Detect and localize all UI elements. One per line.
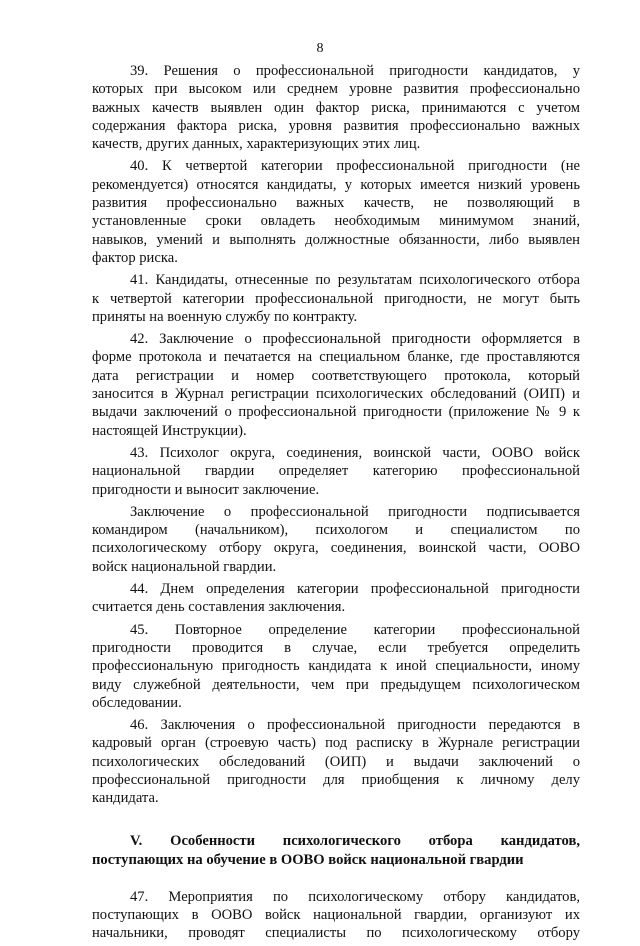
text-line: качеств, других данных, характеризующих этих лиц. xyxy=(92,136,421,153)
text-line: пригодности и выносит заключение. xyxy=(92,481,320,498)
paragraph-40 xyxy=(92,157,580,267)
text-line: заносится в Журнал регистрации психологических обследований (ОИП) и xyxy=(92,386,580,403)
text-line: форме протокола и печатается на специальном бланке, где проставляются xyxy=(92,349,580,366)
text-line: 42. Заключение о профессиональной пригодности оформляется в xyxy=(130,331,580,348)
text-line: начальники, проводят специалисты по психологическому отбору xyxy=(92,925,580,942)
text-line: профессиональную пригодность кандидата к иной специальности, иному xyxy=(92,658,580,675)
paragraph-46 xyxy=(92,716,580,807)
text-line: войск национальной гвардии. xyxy=(92,558,277,575)
text-line: психологических обследований (ОИП) и выдачи заключений о xyxy=(92,753,580,770)
text-line: 41. Кандидаты, отнесенные по результатам психологического отбора xyxy=(130,272,580,289)
text-line: 46. Заключения о профессиональной пригодности передаются в xyxy=(130,717,580,734)
text-line: навыков, умений и выполнять должностные обязанности, либо выявлен xyxy=(92,231,580,248)
text-line: выдачи заключений о профессиональной пригодности (приложение № 9 к xyxy=(92,404,580,421)
text-line: пригодности проводится в случае, если требуется определить xyxy=(92,639,580,656)
paragraph-44 xyxy=(92,580,580,617)
heading-line: V. Особенности психологического отбора кандидатов, xyxy=(130,832,580,849)
text-line: содержания фактора риска, уровня развития профессионально важных xyxy=(92,117,580,134)
text-line: национальной гвардии определяет категорию профессиональной xyxy=(92,463,580,480)
text-line: 45. Повторное определение категории профессиональной xyxy=(130,621,580,638)
text-line: важных качеств выявлен один фактор риска, принимаются с учетом xyxy=(92,99,580,116)
text-line: кандидата. xyxy=(92,790,159,807)
text-line: Заключение о профессиональной пригодности подписывается xyxy=(130,503,580,520)
text-line: 43. Психолог округа, соединения, воинской части, ООВО войск xyxy=(130,444,580,461)
text-line: установленные сроки овладеть необходимым минимумом знаний, xyxy=(92,213,580,230)
paragraph-41 xyxy=(92,271,580,326)
text-line: фактор риска. xyxy=(92,249,178,266)
section-heading xyxy=(92,832,580,870)
text-line: к четвертой категории профессиональной пригодности, не могут быть xyxy=(92,290,580,307)
document-body xyxy=(92,62,580,946)
text-line: поступающих в ООВО войск национальной гвардии, организуют их xyxy=(92,906,580,923)
text-line: психологическому отбору округа, соединения, воинской части, ООВО xyxy=(92,540,580,557)
heading-line: поступающих на обучение в ООВО войск национальной гвардии xyxy=(92,851,524,868)
text-line: которых при высоком или среднем уровне развития профессионально xyxy=(92,81,580,98)
text-line: обследовании. xyxy=(92,694,182,711)
paragraph-45 xyxy=(92,621,580,712)
paragraph-47 xyxy=(92,888,580,943)
text-line: 39. Решения о профессиональной пригодности кандидатов, у xyxy=(130,63,580,79)
text-line: 47. Мероприятия по психологическому отбору кандидатов, xyxy=(130,888,580,905)
text-line: рекомендуется) относятся кандидаты, у которых имеется низкий уровень xyxy=(92,176,580,193)
text-line: виду служебной деятельности, чем при предыдущем психологическом xyxy=(92,676,580,693)
text-line: развития профессионально важных качеств, не позволяющий в xyxy=(92,195,580,212)
paragraph-39 xyxy=(92,62,580,153)
text-line: 40. К четвертой категории профессиональной пригодности (не xyxy=(130,158,580,175)
page-number: 8 xyxy=(316,41,324,56)
text-line: командиром (начальником), психологом и специалистом по xyxy=(92,522,580,539)
text-line: считается день составления заключения. xyxy=(92,599,346,616)
paragraph-43-signature xyxy=(92,503,580,576)
text-line: 44. Днем определения категории профессиональной пригодности xyxy=(130,581,580,598)
paragraph-42 xyxy=(92,330,580,440)
paragraph-43 xyxy=(92,444,580,499)
text-line: профессиональной пригодности для приобщения к личному делу xyxy=(92,771,580,788)
text-line: дата регистрации и номер соответствующего протокола, который xyxy=(92,367,580,384)
text-line: кадровый орган (строевую часть) под расписку в Журнале регистрации xyxy=(92,735,580,752)
text-line: приняты на военную службу по контракту. xyxy=(92,308,358,325)
text-line: настоящей Инструкции). xyxy=(92,422,247,439)
